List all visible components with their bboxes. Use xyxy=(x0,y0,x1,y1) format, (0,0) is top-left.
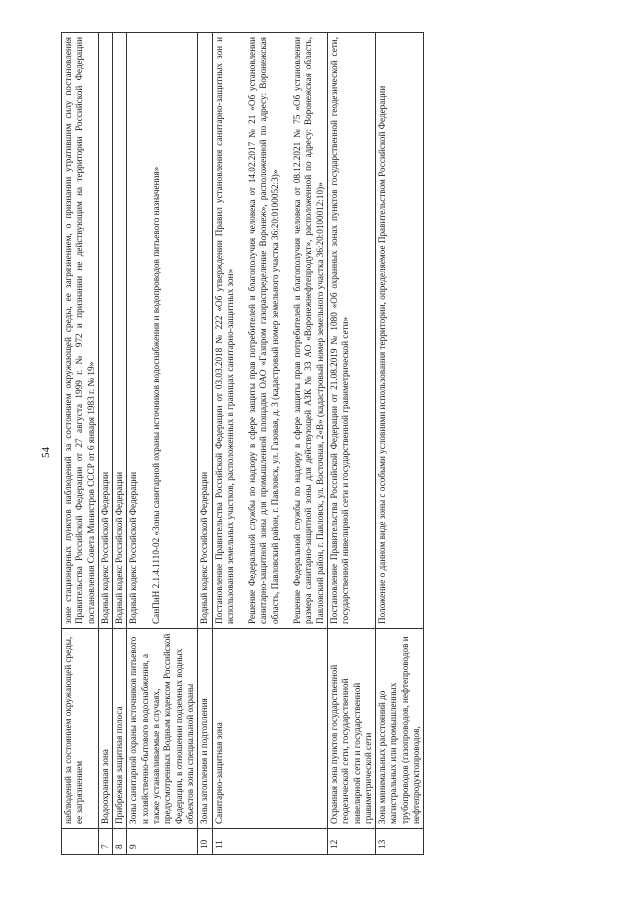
legal-document-paragraph: Постановление Правительства Российской Федерации от 03.03.2018 № 222 «Об утверждении Правил установления санитарно-защитных зон и использования земельных участков, расположенных в границах санитарно-защитных зон» xyxy=(213,37,235,624)
legal-document-paragraph: Водный кодекс Российской Федерации xyxy=(128,471,139,624)
table-row xyxy=(98,33,112,855)
table-body xyxy=(62,33,424,855)
table-row xyxy=(327,33,375,855)
legal-documents-cell xyxy=(212,33,327,629)
legal-document-paragraph: Водный кодекс Российской Федерации xyxy=(114,471,125,624)
legal-documents-cell xyxy=(62,33,99,629)
zone-name-cell: Водоохранная зона xyxy=(98,629,112,829)
row-number: 12 xyxy=(327,829,375,855)
zone-name-cell: Зоны санитарной охраны источников питьевого и хозяйственно-бытового водоснабжения, а также устанавливаемые в случаях, предусмотренных Водным кодексом Российской Федерации, в отношении подземных водных объектов зоны специальной охраны xyxy=(127,629,198,829)
legal-documents-cell xyxy=(327,33,375,629)
table-row xyxy=(376,33,424,855)
legal-document-paragraph: Решение Федеральной службы по надзору в сфере защиты прав потребителей и благополучия человека от 08.12.2021 № 75 «Об установлении размера санитарно-защитной зоны для действующей АЗК № 33 АО «Воронежнефтепродукт», расположенной по адресу: Воронежская область, Павловский район, г. Павловск, ул. Восточная, 2«В» (кадастровый номер земельного участка 36:20:0100012:10)» xyxy=(292,37,325,624)
table-row xyxy=(62,33,99,855)
table-row xyxy=(198,33,212,855)
legal-document-paragraph: СанПиН 2.1.4.1110-02 «Зоны санитарной охраны источников водоснабжения и водопроводов питьевого назначения» xyxy=(150,166,161,624)
row-number: 13 xyxy=(376,829,424,855)
legal-documents-cell xyxy=(98,33,112,629)
zones-table xyxy=(61,32,424,855)
zone-name-cell: Охранная зона пунктов государственной геодезической сети, государственной нивелирной сети и государственной гравиметрической сети xyxy=(327,629,375,829)
row-number: 9 xyxy=(127,829,198,855)
row-number: 7 xyxy=(98,829,112,855)
zone-name-cell: Санитарно-защитная зона xyxy=(212,629,327,829)
legal-document-paragraph: Водный кодекс Российской Федерации xyxy=(199,471,210,624)
zone-name-cell: Прибрежная защитная полоса xyxy=(113,629,127,829)
legal-document-paragraph: Водный кодекс Российской Федерации xyxy=(99,471,110,624)
legal-documents-cell xyxy=(198,33,212,629)
zone-name-cell: Зона минимальных расстояний до магистральных или промышленных трубопроводов (газопроводов, нефтепроводов и нефтепродуктопроводов, xyxy=(376,629,424,829)
table-row xyxy=(127,33,198,855)
legal-document-paragraph: Положение о данном виде зоны с особыми условиями использования территории, определяемое Правительством Российской Федерации xyxy=(377,85,388,624)
legal-documents-cell xyxy=(127,33,198,629)
row-number xyxy=(62,829,99,855)
legal-document-paragraph: Постановление Правительства Российской Федерации от 21.08.2019 № 1080 «Об охранных зонах пунктов государственной геодезической сети, государственной нивелирной сети и государственной гравиметрической сети» xyxy=(328,37,351,624)
table-row xyxy=(113,33,127,855)
row-number: 11 xyxy=(212,829,327,855)
zone-name-cell: Зоны затопления и подтопления xyxy=(198,629,212,829)
legal-documents-cell xyxy=(376,33,424,629)
row-number: 8 xyxy=(113,829,127,855)
zone-name-cell: наблюдений за состоянием окружающей среды, ее загрязнением xyxy=(62,629,99,829)
page-number: 54 xyxy=(40,447,52,458)
table-row xyxy=(212,33,327,855)
row-number: 10 xyxy=(198,829,212,855)
legal-document-paragraph: зоне стационарных пунктов наблюдений за состоянием окружающей среды, ее загрязнением, о признании утратившим силу постановления Правительства Российской Федерации от 27 августа 1999 г. № 972 и признании не действующим на территории Российской Федерации постановления Совета Министров СССР от 6 января 1983 г. № 19» xyxy=(63,37,96,624)
legal-document-paragraph: Решение Федеральной службы по надзору в сфере защиты прав потребителей и благополучия человека от 14.02.2017 № 21 «Об установлении санитарно-защитной зоны для промышленной площадки ОАО «Газпром газораспределение Воронеж», расположенной по адресу: Воронежская область, Павловский район, г. Павловск, ул. Газовая, д. 3 (кадастровый номер земельного участка 36:20:0100052:3)» xyxy=(247,37,280,624)
legal-documents-cell xyxy=(113,33,127,629)
